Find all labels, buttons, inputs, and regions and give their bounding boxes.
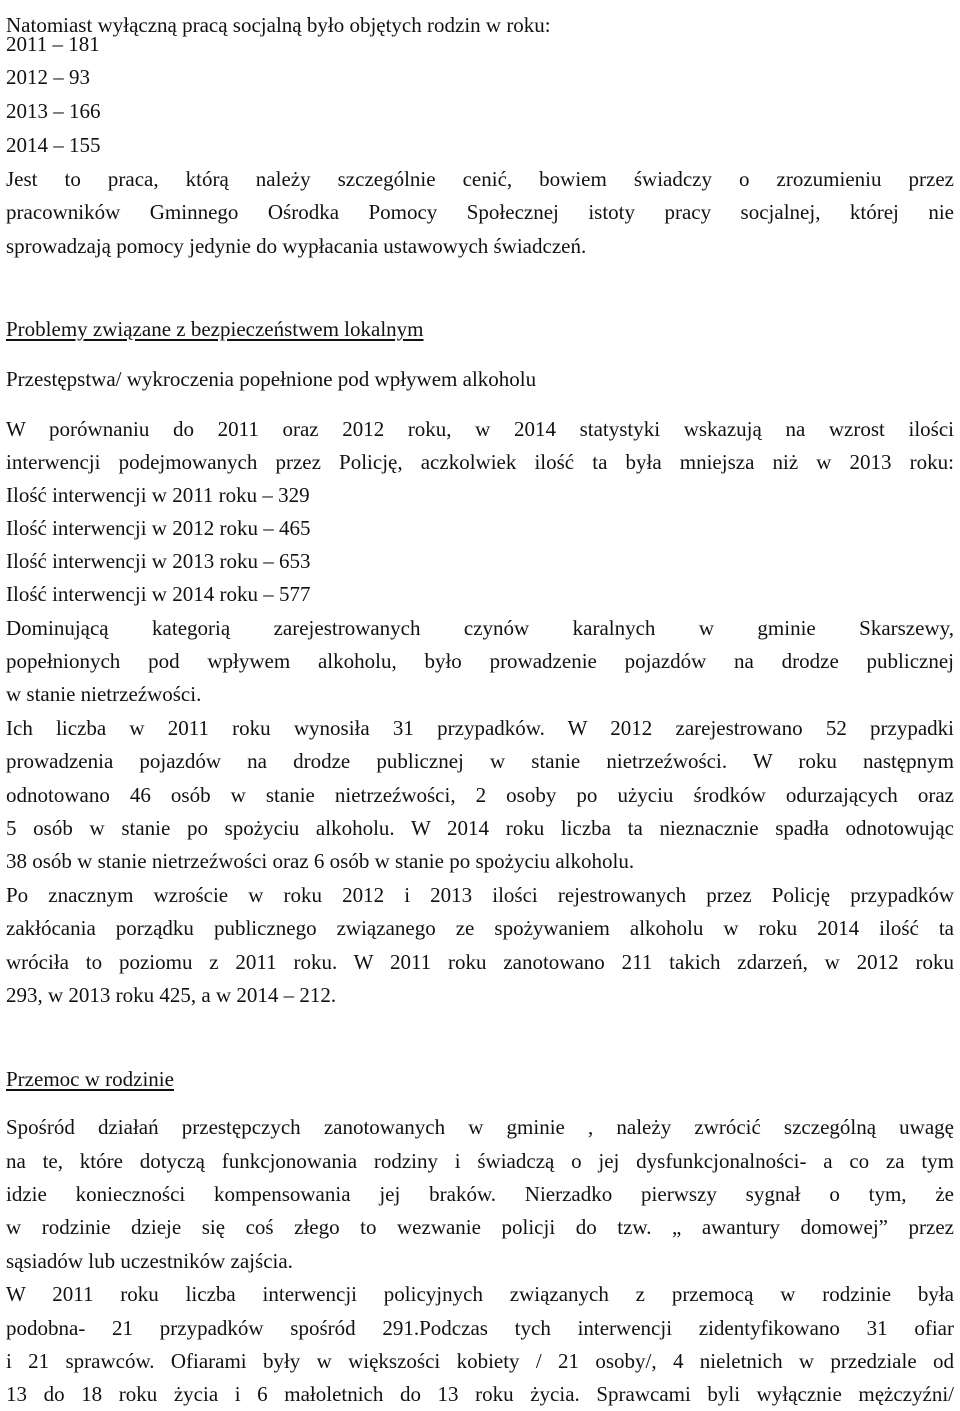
security-line: Ich liczba w 2011 roku wynosiła 31 przypadków. W 2012 zarejestrowano 52 przypadki <box>6 716 954 740</box>
security-line: zakłócania porządku publicznego związanego ze spożywaniem alkoholu w roku 2014 ilość ta <box>6 916 954 940</box>
family-line: w rodzinie dzieje się coś złego to wezwanie policji do tzw. „ awantury domowej” przez <box>6 1215 954 1239</box>
security-line: W porównaniu do 2011 oraz 2012 roku, w 2014 statystyki wskazują na wzrost ilości <box>6 417 954 441</box>
section-heading-family-violence: Przemoc w rodzinie <box>6 1067 174 1091</box>
security-line: 5 osób w stanie po spożyciu alkoholu. W 2014 roku liczba ta nieznacznie spadła odnotowując <box>6 816 954 840</box>
security-line: interwencji podejmowanych przez Policję, aczkolwiek ilość ta była mniejsza niż w 2013 roku: <box>6 450 954 474</box>
year-count-2012: 2012 – 93 <box>6 65 90 89</box>
security-line: Dominującą kategorią zarejestrowanych czynów karalnych w gminie Skarszewy, <box>6 616 954 640</box>
intro-line: Jest to praca, którą należy szczególnie cenić, bowiem świadczy o zrozumieniu przez <box>6 167 954 191</box>
family-line: i 21 sprawców. Ofiarami były w większości kobiety / 21 osoby/, 4 nieletnich w przedziale od <box>6 1349 954 1373</box>
intro-line: sprowadzają pomocy jedynie do wypłacania ustawowych świadczeń. <box>6 234 587 258</box>
family-line: 13 do 18 roku życia i 6 małoletnich do 13 roku życia. Sprawcami byli wyłącznie mężczyźni/ <box>6 1382 954 1406</box>
family-line: idzie konieczności kompensowania jej braków. Nierzadko pierwszy sygnał o tym, że <box>6 1182 954 1206</box>
interventions-2012: Ilość interwencji w 2012 roku – 465 <box>6 516 311 540</box>
section-subheading-alcohol: Przestępstwa/ wykroczenia popełnione pod wpływem alkoholu <box>6 367 537 391</box>
interventions-2014: Ilość interwencji w 2014 roku – 577 <box>6 582 311 606</box>
interventions-2011: Ilość interwencji w 2011 roku – 329 <box>6 483 310 507</box>
security-line: w stanie nietrzeźwości. <box>6 682 202 706</box>
security-line: popełnionych pod wpływem alkoholu, było prowadzenie pojazdów na drodze publicznej <box>6 649 954 673</box>
security-line: Po znacznym wzroście w roku 2012 i 2013 ilości rejestrowanych przez Policję przypadków <box>6 883 954 907</box>
family-line: na te, które dotyczą funkcjonowania rodziny i świadczą o jej dysfunkcjonalności- a co za tym <box>6 1149 954 1173</box>
family-line: podobna- 21 przypadków spośród 291.Podczas tych interwencji zidentyfikowano 31 ofiar <box>6 1316 954 1340</box>
family-line: sąsiadów lub uczestników zajścia. <box>6 1249 293 1273</box>
family-line: W 2011 roku liczba interwencji policyjnych związanych z przemocą w rodzinie była <box>6 1282 954 1306</box>
security-line: wróciła to poziomu z 2011 roku. W 2011 roku zanotowano 211 takich zdarzeń, w 2012 roku <box>6 950 954 974</box>
security-line: 293, w 2013 roku 425, a w 2014 – 212. <box>6 983 337 1007</box>
year-count-2013: 2013 – 166 <box>6 99 101 123</box>
security-line: odnotowano 46 osób w stanie nietrzeźwości, 2 osoby po użyciu środków odurzających oraz <box>6 783 954 807</box>
security-line: prowadzenia pojazdów na drodze publicznej w stanie nietrzeźwości. W roku następnym <box>6 749 954 773</box>
year-count-2014: 2014 – 155 <box>6 133 101 157</box>
intro-line: Natomiast wyłączną pracą socjalną było objętych rodzin w roku: <box>6 13 551 37</box>
security-line: 38 osób w stanie nietrzeźwości oraz 6 osób w stanie po spożyciu alkoholu. <box>6 849 635 873</box>
intro-line: pracowników Gminnego Ośrodka Pomocy Społecznej istoty pracy socjalnej, której nie <box>6 200 954 224</box>
family-line: Spośród działań przestępczych zanotowanych w gminie , należy zwrócić szczególną uwagę <box>6 1115 954 1139</box>
section-heading-security: Problemy związane z bezpieczeństwem lokalnym <box>6 317 424 341</box>
year-count-2011: 2011 – 181 <box>6 32 100 56</box>
interventions-2013: Ilość interwencji w 2013 roku – 653 <box>6 549 311 573</box>
